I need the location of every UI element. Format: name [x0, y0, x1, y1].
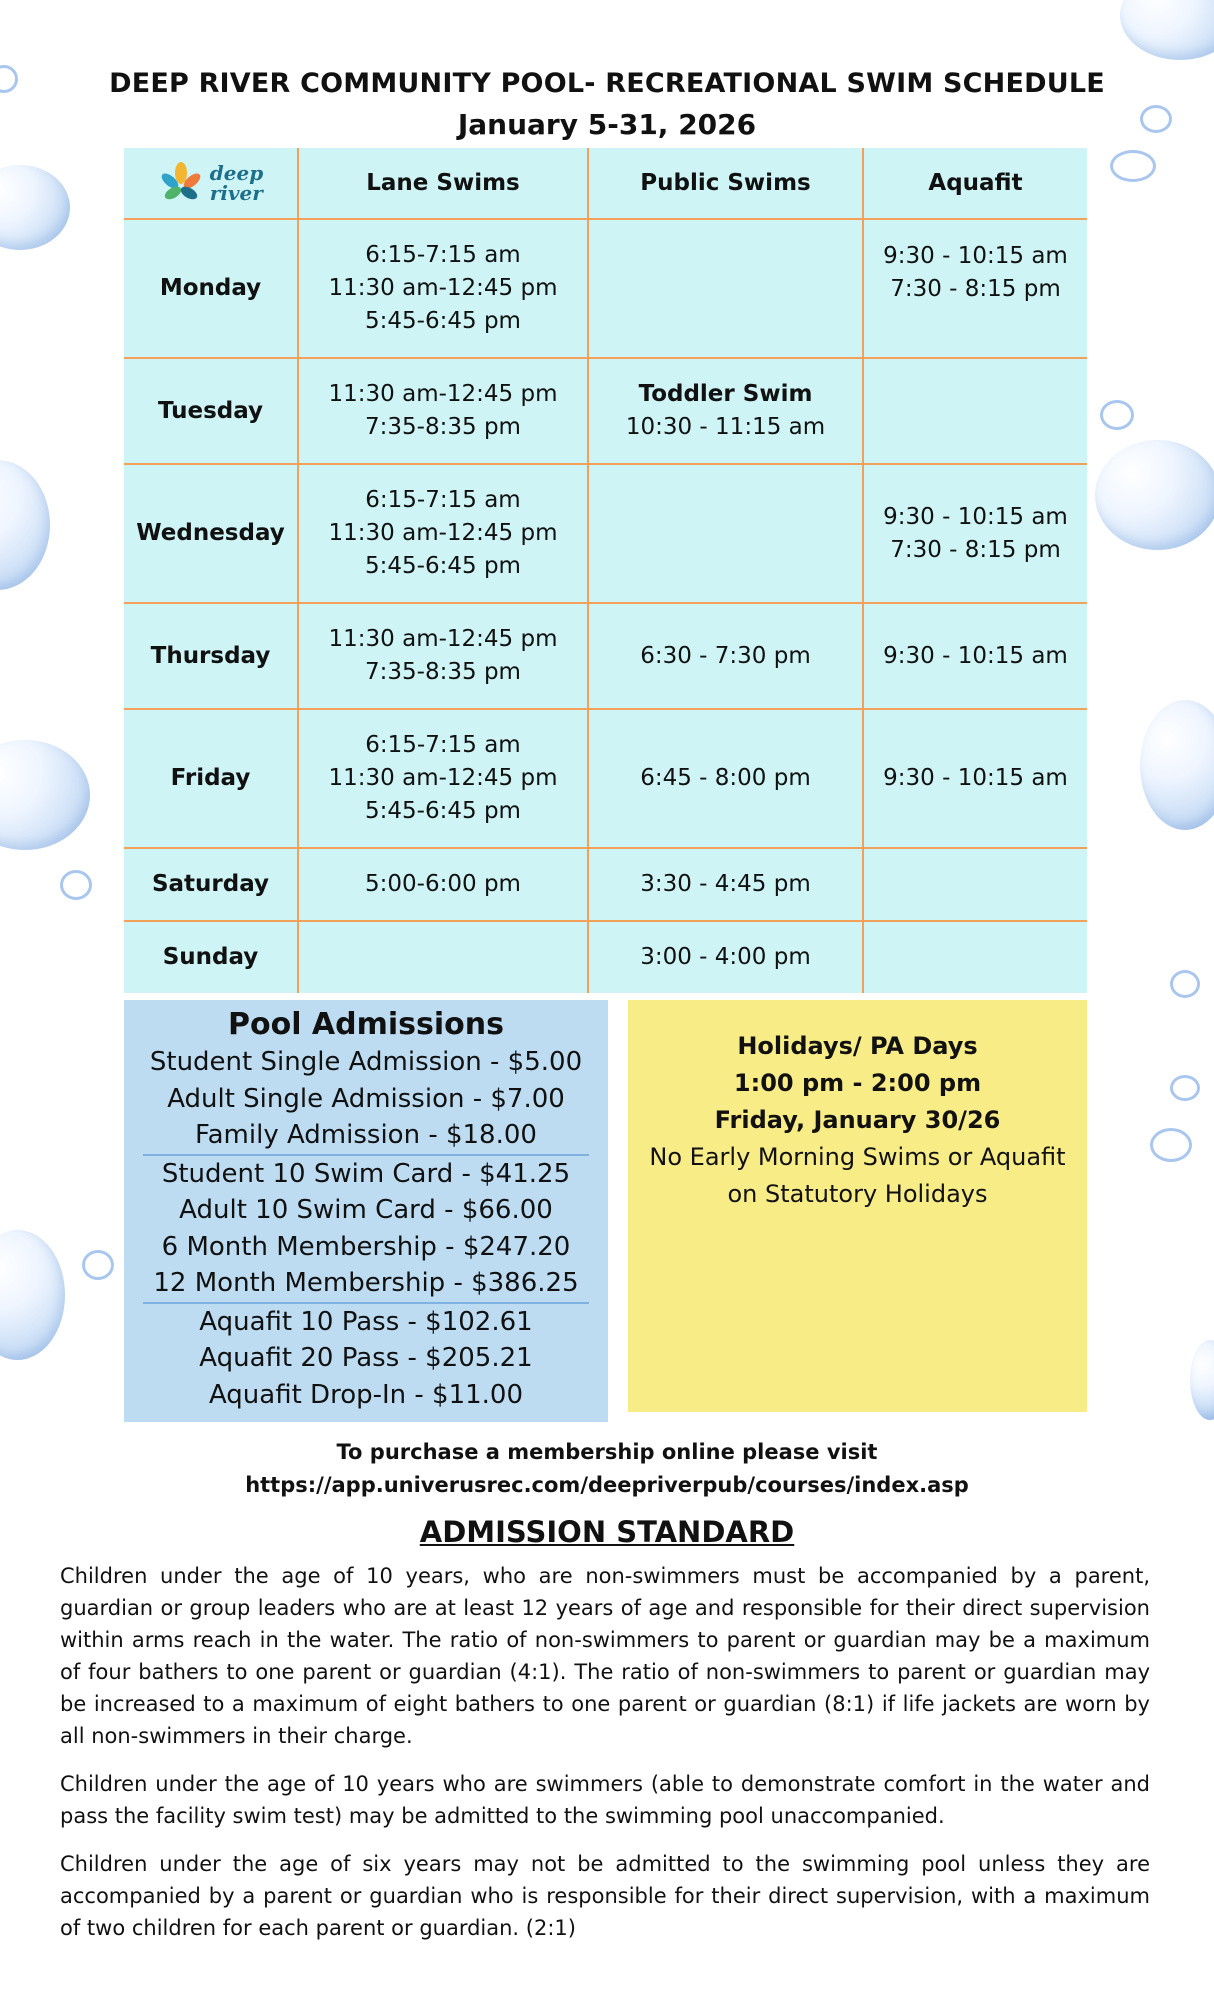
- aquafit-cell: [863, 921, 1087, 993]
- bubble-decoration: [0, 1230, 65, 1360]
- time-slot: 6:45 - 8:00 pm: [640, 765, 811, 791]
- time-slot: 6:30 - 7:30 pm: [640, 642, 811, 669]
- swim-schedule-table: [124, 148, 1087, 993]
- lane-swim-cell: [298, 709, 588, 848]
- bubble-decoration: [0, 460, 50, 590]
- lane-swim-cell: [298, 219, 588, 358]
- table-header-row: [124, 148, 1087, 219]
- time-slot: 5:00-6:00 pm: [365, 871, 521, 897]
- public-swim-cell: [588, 219, 863, 358]
- time-slot: 5:45-6:45 pm: [365, 553, 521, 579]
- day-cell: Saturday: [124, 848, 298, 921]
- lane-swim-cell: [298, 848, 588, 921]
- price-item: 6 Month Membership - $247.20: [161, 1231, 571, 1262]
- bubble-ring-decoration: [60, 870, 92, 900]
- page-subtitle: January 5-31, 2026: [457, 108, 757, 141]
- aquafit-cell: [863, 848, 1087, 921]
- lane-swim-cell: [298, 358, 588, 464]
- time-slot: 10:30 - 11:15 am: [625, 414, 826, 440]
- aquafit-cell: [863, 709, 1087, 848]
- aquafit-cell: [863, 603, 1087, 709]
- time-slot: 6:15-7:15 am: [365, 487, 521, 513]
- page-title: DEEP RIVER COMMUNITY POOL- RECREATIONAL SWIM SCHEDULE: [109, 68, 1105, 99]
- time-slot: 5:45-6:45 pm: [365, 798, 521, 824]
- time-slot: 9:30 - 10:15 am: [883, 765, 1068, 791]
- table-row: [124, 219, 1087, 358]
- price-item: Student Single Admission - $5.00: [149, 1047, 583, 1077]
- aquafit-cell: [863, 219, 1087, 358]
- purchase-info: [0, 1436, 1214, 1502]
- table-row: [124, 358, 1087, 464]
- admission-standard-title: ADMISSION STANDARD: [419, 1515, 795, 1549]
- time-slot: 7:30 - 8:15 pm: [890, 276, 1061, 302]
- time-slot: 3:00 - 4:00 pm: [640, 944, 811, 970]
- public-swim-cell: [588, 921, 863, 993]
- column-header-public-swims: Public Swims: [588, 148, 863, 219]
- lane-swim-cell: [298, 921, 588, 993]
- day-cell: Thursday: [124, 603, 298, 709]
- holidays-note: on Statutory Holidays: [727, 1180, 988, 1208]
- holidays-date: Friday, January 30/26: [714, 1106, 1001, 1134]
- holidays-note: No Early Morning Swims or Aquafit: [649, 1143, 1066, 1171]
- time-slot: 11:30 am-12:45 pm: [328, 381, 558, 407]
- price-item: Student 10 Swim Card - $41.25: [161, 1158, 571, 1189]
- public-swim-cell: [588, 603, 863, 709]
- bubble-ring-decoration: [1100, 400, 1134, 430]
- price-item: Adult 10 Swim Card - $66.00: [179, 1195, 553, 1225]
- standard-paragraph: Children under the age of six years may not be admitted to the swimming pool unless they are accompanied by a parent or guardian who is responsible for their direct supervision, with a maximum of two children for each parent or guardian. (2:1): [60, 1852, 1150, 1940]
- price-item: Aquafit 10 Pass - $102.61: [199, 1306, 533, 1337]
- bubble-ring-decoration: [1110, 150, 1156, 182]
- bubble-decoration: [1190, 1340, 1214, 1420]
- aquafit-cell: [863, 358, 1087, 464]
- time-slot: 11:30 am-12:45 pm: [328, 275, 558, 301]
- standard-paragraph: Children under the age of 10 years, who are non-swimmers must be accompanied by a parent, guardian or group leaders who are at least 12 years of age and responsible for their direct supervision within arms reach in the water. The ratio of non-swimmers to parent or guardian may be a maximum of four bathers to one parent or guardian (4:1). The ratio of non-swimmers to parent or guardian may be increased to a maximum of eight bathers to one parent or guardian (8:1) if life jackets are worn by all non-swimmers in their charge.: [60, 1564, 1150, 1748]
- time-slot: 7:35-8:35 pm: [365, 659, 521, 685]
- table-row: [124, 709, 1087, 848]
- holidays-time: 1:00 pm - 2:00 pm: [733, 1069, 982, 1097]
- holidays-notice-box: [628, 1000, 1087, 1412]
- price-item: Aquafit 20 Pass - $205.21: [199, 1343, 533, 1373]
- bubble-decoration: [1120, 0, 1214, 60]
- table-row: [124, 848, 1087, 921]
- pool-admissions-box: [124, 1000, 608, 1422]
- time-slot: 11:30 am-12:45 pm: [328, 520, 558, 546]
- time-slot: 9:30 - 10:15 am: [883, 243, 1068, 269]
- standard-paragraph: Children under the age of 10 years who are swimmers (able to demonstrate comfort in the water and pass the facility swim test) may be admitted to the swimming pool unaccompanied.: [60, 1772, 1150, 1828]
- time-slot: 3:30 - 4:45 pm: [640, 871, 811, 897]
- bubble-decoration: [0, 740, 90, 850]
- pool-admissions-title: Pool Admissions: [228, 1007, 504, 1042]
- bubble-ring-decoration: [1170, 970, 1200, 998]
- public-swim-cell: [588, 358, 863, 464]
- bubble-decoration: [0, 165, 70, 250]
- table-row: [124, 603, 1087, 709]
- time-slot: 11:30 am-12:45 pm: [328, 765, 558, 791]
- admission-standard-body: [60, 1560, 1150, 1960]
- time-slot: 9:30 - 10:15 am: [883, 642, 1068, 669]
- day-cell: Monday: [124, 219, 298, 358]
- deep-river-logo: [124, 160, 297, 206]
- lane-swim-cell: [298, 603, 588, 709]
- day-cell: Wednesday: [124, 464, 298, 603]
- price-item: Aquafit Drop-In - $11.00: [208, 1379, 524, 1410]
- public-swim-cell: [588, 709, 863, 848]
- public-swim-cell: [588, 464, 863, 603]
- purchase-link[interactable]: https://app.univerusrec.com/deepriverpub/courses/index.asp: [245, 1473, 969, 1497]
- bubble-decoration: [1140, 700, 1214, 830]
- day-cell: Tuesday: [124, 358, 298, 464]
- day-cell: Friday: [124, 709, 298, 848]
- table-row: [124, 921, 1087, 993]
- public-swim-cell: [588, 848, 863, 921]
- time-slot: 9:30 - 10:15 am: [883, 503, 1068, 530]
- time-slot: 6:15-7:15 am: [365, 242, 521, 268]
- aquafit-cell: [863, 464, 1087, 603]
- day-cell: Sunday: [124, 921, 298, 993]
- leaf-logo-icon: [158, 160, 204, 206]
- table-row: [124, 464, 1087, 603]
- price-item: Family Admission - $18.00: [195, 1120, 537, 1150]
- price-item: 12 Month Membership - $386.25: [153, 1268, 579, 1298]
- logo-cell: [124, 148, 298, 219]
- time-slot: 7:30 - 8:15 pm: [890, 536, 1061, 563]
- time-slot: 11:30 am-12:45 pm: [328, 626, 558, 652]
- purchase-text: To purchase a membership online please visit: [336, 1440, 878, 1464]
- column-header-lane-swims: Lane Swims: [298, 148, 588, 219]
- bubble-ring-decoration: [1170, 1075, 1200, 1101]
- logo-text-river: river: [209, 181, 263, 205]
- bubble-ring-decoration: [1150, 1128, 1192, 1162]
- logo-text-deep: deep: [209, 161, 264, 185]
- time-slot: 7:35-8:35 pm: [365, 414, 521, 440]
- lane-swim-cell: [298, 464, 588, 603]
- toddler-swim-label: Toddler Swim: [638, 381, 813, 407]
- time-slot: 5:45-6:45 pm: [365, 308, 521, 334]
- column-header-aquafit: Aquafit: [863, 148, 1087, 219]
- price-item: Adult Single Admission - $7.00: [167, 1083, 565, 1114]
- bubble-ring-decoration: [82, 1250, 114, 1280]
- holidays-heading: Holidays/ PA Days: [737, 1032, 978, 1060]
- bubble-decoration: [1095, 440, 1214, 550]
- time-slot: 6:15-7:15 am: [365, 732, 521, 758]
